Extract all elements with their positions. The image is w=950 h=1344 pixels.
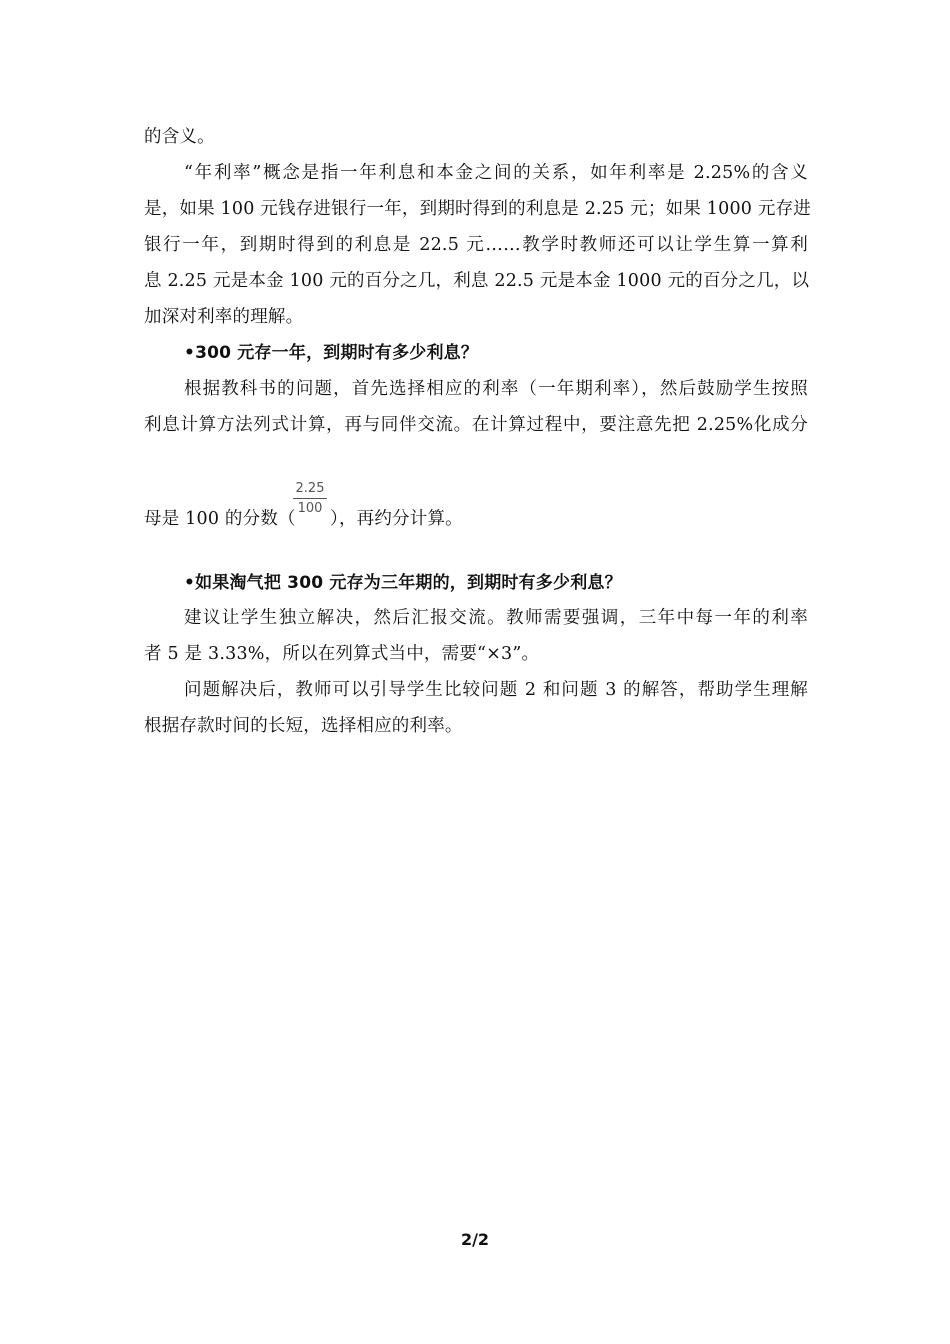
- paragraph-line: 的含义。: [144, 127, 215, 147]
- page-number: 2/2: [460, 1230, 490, 1249]
- paragraph-line: 问题解决后，教师可以引导学生比较问题 2 和问题 3 的解答，帮助学生理解: [184, 680, 808, 700]
- fraction-image: [292, 481, 328, 517]
- paragraph-line: 银行一年，到期时得到的利息是 22.5 元……教学时教师还可以让学生算一算利: [144, 235, 808, 255]
- paragraph-line: ），再约分计算。: [330, 509, 463, 529]
- paragraph-line: 加深对利率的理解。: [144, 307, 304, 327]
- section-heading: •如果淘气把 300 元存为三年期的，到期时有多少利息？: [184, 573, 622, 593]
- fraction-numerator: 2.25: [295, 481, 325, 496]
- paragraph-line: 利息计算方法列式计算，再与同伴交流。在计算过程中，要注意先把 2.25%化成分: [144, 415, 808, 435]
- fraction-bar: [293, 498, 327, 499]
- paragraph-line: 息 2.25 元是本金 100 元的百分之几，利息 22.5 元是本金 1000 元的百分之几，以: [144, 271, 810, 291]
- section-heading: •300 元存一年，到期时有多少利息？: [184, 343, 479, 363]
- paragraph-line: 根据存款时间的长短，选择相应的利率。: [144, 716, 463, 736]
- paragraph-line: 母是 100 的分数（: [144, 509, 296, 529]
- paragraph-line: 建议让学生独立解决，然后汇报交流。教师需要强调，三年中每一年的利率: [184, 608, 808, 628]
- paragraph-line: 者 5 是 3.33%，所以在列算式当中，需要“×3”。: [144, 644, 540, 664]
- fraction-denominator: 100: [297, 501, 323, 516]
- paragraph-line: 是，如果 100 元钱存进银行一年，到期时得到的利息是 2.25 元；如果 1000 元存进: [144, 199, 811, 219]
- paragraph-line: 根据教科书的问题，首先选择相应的利率（一年期利率），然后鼓励学生按照: [184, 379, 808, 399]
- paragraph-line: “年利率”概念是指一年利息和本金之间的关系，如年利率是 2.25%的含义: [184, 163, 808, 183]
